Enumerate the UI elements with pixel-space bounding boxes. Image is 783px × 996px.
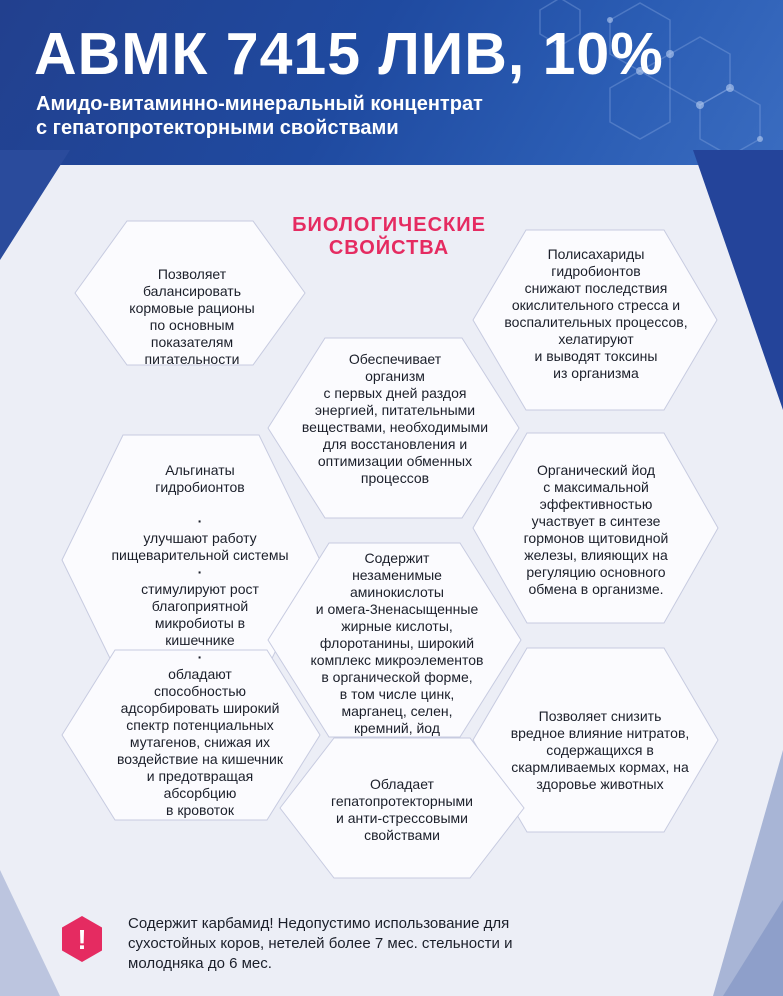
text-line: по основным	[149, 317, 235, 333]
text-line: жирные кислоты,	[341, 618, 453, 634]
text-line: содержащихся в	[546, 742, 654, 758]
text-line: и выводят токсины	[534, 348, 658, 364]
text-line: кремний, йод	[354, 720, 440, 736]
text-line: марганец, селен,	[341, 703, 453, 719]
text-line: улучшают работу	[143, 530, 257, 546]
text-line: Позволяет	[157, 266, 227, 282]
text-line: скармливаемых кормах, на	[511, 759, 689, 775]
text-line: Позволяет снизить	[538, 708, 662, 724]
warning-line: молодняка до 6 мес.	[128, 955, 272, 972]
text-line: и предотвращая	[146, 768, 254, 784]
text-line: оптимизации обменных	[317, 453, 473, 469]
text-line: здоровье животных	[536, 776, 664, 792]
text-line: с первых дней раздоя	[323, 385, 467, 401]
text-line: процессов	[360, 470, 430, 486]
section-title-line: БИОЛОГИЧЕСКИЕ	[292, 214, 486, 236]
text-line: воспалительных процессов,	[504, 314, 688, 330]
text-line: участвует в синтезе	[531, 513, 661, 529]
hex-balance-text	[112, 266, 272, 368]
text-line: энергией, питательными	[314, 402, 476, 418]
text-line: Обеспечивает	[348, 351, 442, 367]
text-line: с максимальной	[543, 479, 649, 495]
text-line: гидробионтов	[155, 479, 245, 495]
bullet: ·	[197, 513, 203, 529]
hex-iodine-text	[500, 462, 692, 598]
text-line: микробиоты в	[154, 615, 246, 631]
text-line: пищеварительной системы	[111, 547, 289, 563]
text-line: комплекс микроэлементов	[310, 652, 484, 668]
text-line: обмена в организме.	[528, 581, 664, 597]
subtitle-line: с гепатопротекторными свойствами	[36, 117, 399, 139]
text-line: благоприятной	[151, 598, 249, 614]
text-line: в кровоток	[166, 802, 234, 818]
text-line: для восстановления и	[322, 436, 468, 452]
bottom-decor	[723, 900, 783, 996]
text-line: и омега-3ненасыщенные	[315, 601, 479, 617]
text-line: Альгинаты	[165, 462, 235, 478]
text-line: адсорбировать широкий	[120, 700, 280, 716]
text-line: Органический йод	[536, 462, 655, 478]
exclamation-hexagon-icon	[60, 915, 104, 963]
text-line: и анти-стрессовыми	[336, 810, 468, 826]
section-title-line: СВОЙСТВА	[328, 237, 450, 259]
hex-polysaccharides-text	[490, 246, 702, 382]
warning-text	[128, 914, 608, 974]
warning-line: сухостойных коров, нетелей более 7 мес. стельности и	[128, 935, 513, 952]
text-line: эффективностью	[539, 496, 653, 512]
text-line: веществами, необходимыми	[301, 419, 489, 435]
text-line: стимулируют рост	[141, 581, 259, 597]
text-line: свойствами	[364, 827, 440, 843]
text-line: флоротанины, широкий	[319, 635, 475, 651]
text-line: снижают последствия	[524, 280, 668, 296]
hex-alginates-text	[96, 462, 304, 819]
text-line: Содержит	[364, 550, 430, 566]
text-line: железы, влияющих на	[524, 547, 668, 563]
bullet: ·	[197, 564, 203, 580]
text-line: из организма	[553, 365, 639, 381]
text-line: балансировать	[142, 283, 242, 299]
text-line: спектр потенциальных	[126, 717, 274, 733]
text-line: в том числе цинк,	[339, 686, 455, 702]
text-line: Полисахариды	[547, 246, 645, 262]
text-line: в органической форме,	[321, 669, 473, 685]
text-line: мутагенов, снижая их	[129, 734, 271, 750]
hex-hepato-text	[300, 776, 504, 844]
text-line: воздействие на кишечник	[116, 751, 284, 767]
hex-amino-text	[292, 550, 502, 737]
hex-nitrates-text	[494, 708, 706, 793]
warning-symbol: !	[77, 924, 87, 955]
warning-line: Содержит карбамид! Недопустимо использование для	[128, 915, 510, 932]
text-line: кишечнике	[165, 632, 235, 648]
text-line: гидробионтов	[551, 263, 641, 279]
text-line: незаменимые	[352, 567, 442, 583]
section-title	[274, 214, 504, 260]
text-line: питательности	[144, 351, 240, 367]
text-line: аминокислоты	[350, 584, 444, 600]
text-line: организм	[365, 368, 425, 384]
text-line: гормонов щитовидной	[523, 530, 669, 546]
hex-energy-text	[294, 351, 496, 487]
text-line: окислительного стресса и	[511, 297, 681, 313]
text-line: показателям	[150, 334, 234, 350]
text-line: вредное влияние нитратов,	[510, 725, 690, 741]
text-line: гепатопротекторными	[331, 793, 473, 809]
text-line: Обладает	[370, 776, 434, 792]
text-line: хелатируют	[558, 331, 634, 347]
text-line: регуляцию основного	[526, 564, 666, 580]
subtitle-line: Амидо-витаминно-минеральный концентрат	[36, 93, 483, 115]
text-line: способностью	[153, 683, 247, 699]
text-line: кормовые рационы	[129, 300, 255, 316]
bullet: ·	[197, 649, 203, 665]
product-title: АВМК 7415 ЛИВ, 10%	[34, 21, 664, 87]
text-line: абсорбцию	[163, 785, 237, 801]
text-line: обладают	[168, 666, 232, 682]
